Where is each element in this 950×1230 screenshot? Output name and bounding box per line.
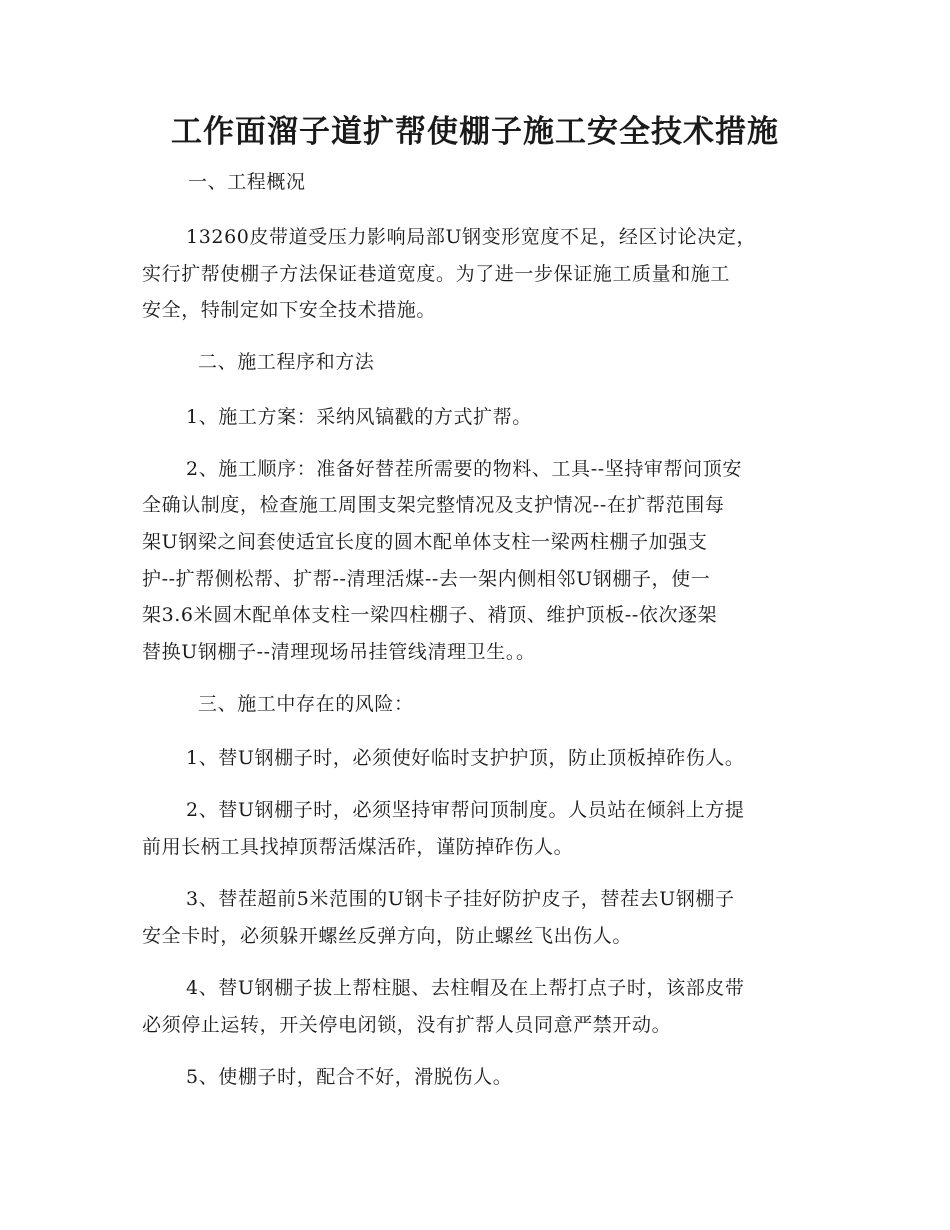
section-heading-procedure: 二、施工程序和方法	[198, 351, 375, 373]
paragraph-line: 安全卡时，必须躲开螺丝反弹方向，防止螺丝飞出伤人。	[142, 925, 633, 947]
paragraph-line: 1、施工方案：采纳风镐戳的方式扩帮。	[186, 406, 532, 428]
section-heading-overview: 一、工程概况	[188, 171, 306, 193]
paragraph-line: 13260皮带道受压力影响局部U钢变形宽度不足，经区讨论决定，	[186, 226, 757, 248]
document-title: 工作面溜子道扩帮使棚子施工安全技术措施	[171, 114, 779, 150]
paragraph-line: 架U钢梁之间套使适宜长度的圆木配单体支柱一梁两柱棚子加强支	[142, 531, 708, 553]
paragraph-line: 实行扩帮使棚子方法保证巷道宽度。为了进一步保证施工质量和施工	[142, 263, 731, 285]
paragraph-line: 2、施工顺序：准备好替茬所需要的物料、工具--坚持审帮问顶安	[186, 458, 742, 480]
paragraph-line: 前用长柄工具找掉顶帮活煤活砟，谨防掉砟伤人。	[142, 836, 574, 858]
paragraph-line: 5、使棚子时，配合不好，滑脱伤人。	[186, 1066, 513, 1088]
paragraph-line: 1、替U钢棚子时，必须使好临时支护护顶，防止顶板掉砟伤人。	[186, 747, 745, 769]
paragraph-line: 安全，特制定如下安全技术措施。	[142, 299, 437, 321]
paragraph-line: 架3.6米圆木配单体支柱一梁四柱棚子、褙顶、维护顶板--依次逐架	[142, 604, 718, 626]
paragraph-line: 替换U钢棚子--清理现场吊挂管线清理卫生。。	[142, 641, 536, 663]
paragraph-line: 3、替茬超前5米范围的U钢卡子挂好防护皮子，替茬去U钢棚子	[186, 888, 735, 910]
paragraph-line: 必须停止运转，开关停电闭锁，没有扩帮人员同意严禁开动。	[142, 1014, 672, 1036]
paragraph-line: 4、替U钢棚子拔上帮柱腿、去柱帽及在上帮打点子时，该部皮带	[186, 977, 745, 999]
paragraph-line: 护--扩帮侧松帮、扩帮--清理活煤--去一架内侧相邻U钢棚子，使一	[142, 568, 711, 590]
paragraph-line: 2、替U钢棚子时，必须坚持审帮问顶制度。人员站在倾斜上方提	[186, 799, 745, 821]
paragraph-line: 全确认制度，检查施工周围支架完整情况及支护情况--在扩帮范围每	[142, 494, 725, 516]
section-heading-risks: 三、施工中存在的风险：	[198, 693, 414, 715]
